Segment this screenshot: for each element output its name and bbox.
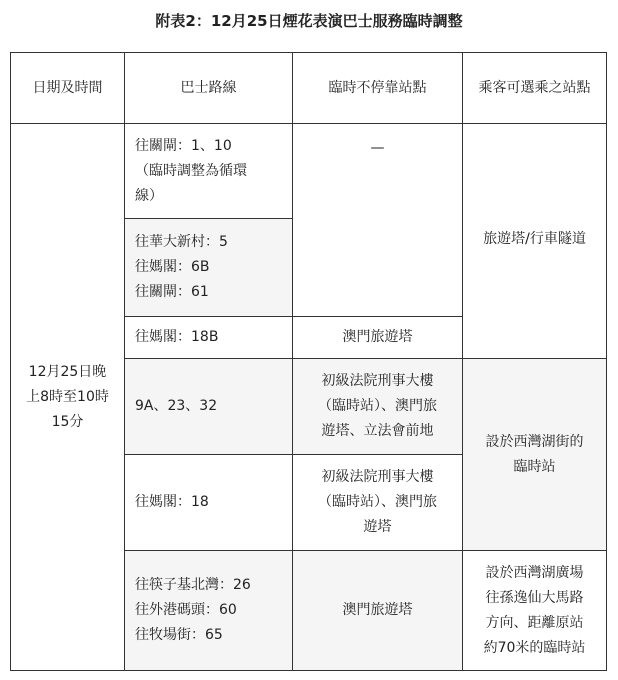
route-cell: 9A、23、32	[125, 359, 293, 455]
route-cell: 往媽閣：18	[125, 455, 293, 551]
header-row	[11, 53, 607, 124]
table-row	[11, 124, 607, 219]
route-cell: 往筷子基北灣：26 往外港碼頭：60 往牧場街：65	[125, 551, 293, 671]
table-title: 附表2：12月25日煙花表演巴士服務臨時調整	[155, 12, 463, 30]
bus-adjustment-table	[10, 52, 607, 671]
route-cell: 往華大新村：5 往媽閣：6B 往關閘：61	[125, 219, 293, 317]
header-alternative-stop: 乘客可選乘之站點	[463, 53, 607, 124]
alternative-stop-cell: 旅遊塔/行車隧道	[463, 124, 607, 359]
dash-cell: —	[293, 124, 463, 317]
header-bus-route: 巴士路線	[125, 53, 293, 124]
header-suspended-stop: 臨時不停靠站點	[293, 53, 463, 124]
alternative-stop-cell: 設於西灣湖街的 臨時站	[463, 359, 607, 551]
route-cell: 往媽閣：18B	[125, 317, 293, 359]
alternative-stop-cell: 設於西灣湖廣場 往孫逸仙大馬路 方向、距離原站 約70米的臨時站	[463, 551, 607, 671]
suspended-stop-cell: 初級法院刑事大樓 （臨時站）、澳門旅 遊塔、立法會前地	[293, 359, 463, 455]
date-time-cell: 12月25日晚 上8時至10時 15分	[11, 124, 125, 671]
suspended-stop-cell: 澳門旅遊塔	[293, 551, 463, 671]
suspended-stop-cell: 初級法院刑事大樓 （臨時站）、澳門旅 遊塔	[293, 455, 463, 551]
suspended-stop-cell: 澳門旅遊塔	[293, 317, 463, 359]
route-cell: 往關閘：1、10 （臨時調整為循環 線）	[125, 124, 293, 219]
header-date-time: 日期及時間	[11, 53, 125, 124]
